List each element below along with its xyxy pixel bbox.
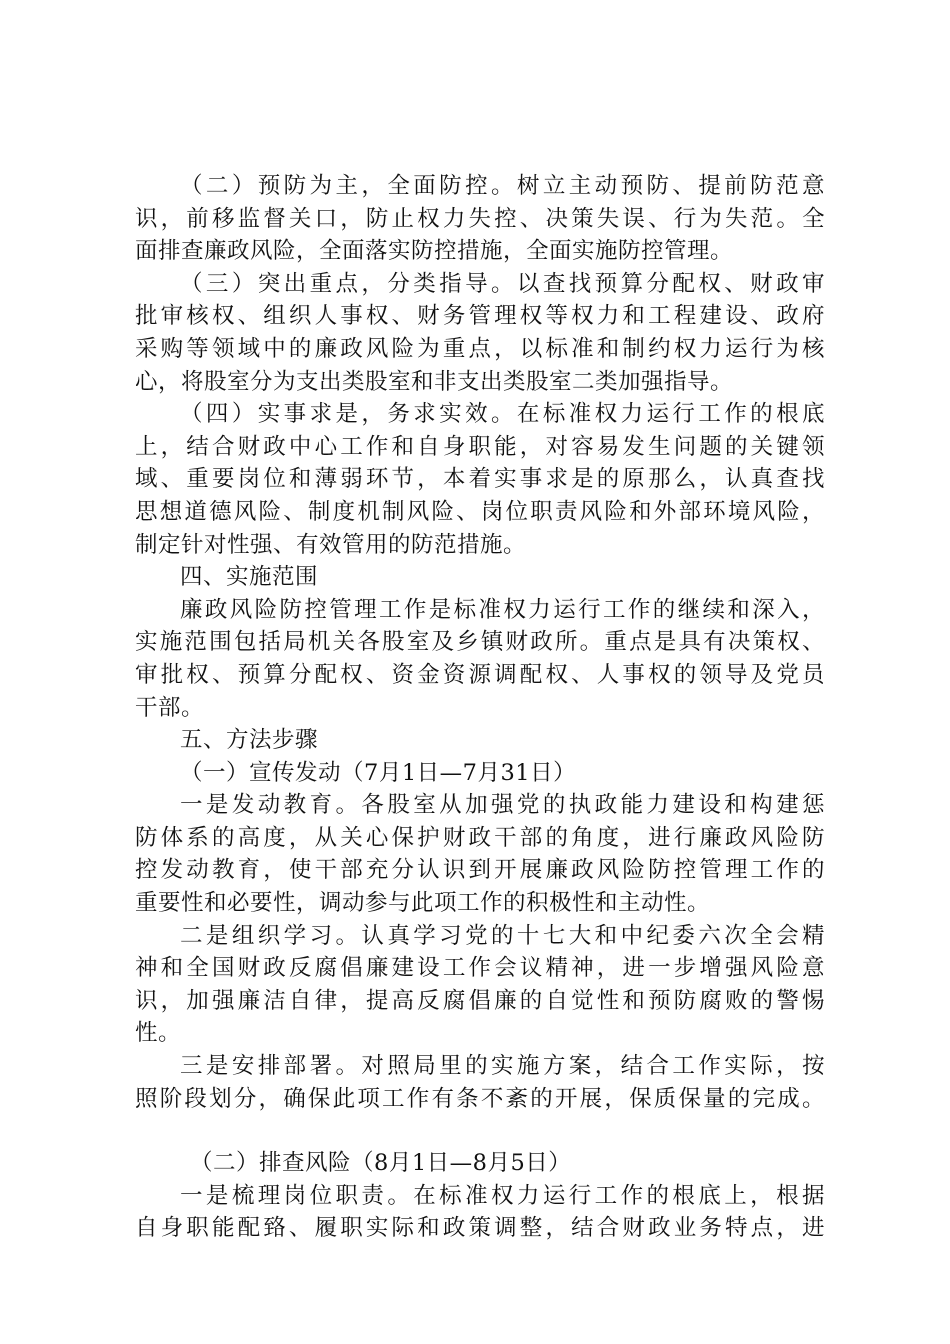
paragraph-line: 识，前移监督关口，防止权力失控、决策失误、行为失范。全: [135, 205, 825, 232]
paragraph-line: 防体系的高度，从关心保护财政干部的角度，进行廉政风险防: [135, 824, 825, 851]
section-heading: 五、方法步骤: [180, 727, 319, 754]
paragraph-line: 自身职能配臵、履职实际和政策调整，结合财政业务特点，进: [135, 1215, 825, 1242]
paragraph-line: 一是发动教育。各股室从加强党的执政能力建设和构建惩: [180, 792, 825, 819]
paragraph-line: 域、重要岗位和薄弱环节，本着实事求是的原那么，认真查找: [135, 466, 825, 493]
paragraph-line: （二）预防为主，全面防控。树立主动预防、提前防范意: [180, 173, 825, 199]
paragraph-line: 一是梳理岗位职责。在标准权力运行工作的根底上，根据: [180, 1182, 825, 1209]
paragraph-line: 制定针对性强、有效管用的防范措施。: [135, 531, 527, 558]
section-heading: 四、实施范围: [180, 564, 319, 591]
paragraph-line: 面排查廉政风险，全面落实防控措施，全面实施防控管理。: [135, 238, 734, 265]
paragraph-line: 神和全国财政反腐倡廉建设工作会议精神，进一步增强风险意: [135, 955, 825, 982]
paragraph-line: 控发动教育，使干部充分认识到开展廉政风险防控管理工作的: [135, 857, 825, 884]
paragraph-line: 上，结合财政中心工作和自身职能，对容易发生问题的关键领: [135, 433, 825, 460]
subsection-heading: （二）排查风险（8月1日—8月5日）: [190, 1150, 572, 1177]
paragraph-line: 二是组织学习。认真学习党的十七大和中纪委六次全会精: [180, 922, 825, 949]
paragraph-line: 识，加强廉洁自律，提高反腐倡廉的自觉性和预防腐败的警惕: [135, 987, 825, 1014]
paragraph-line: 性。: [135, 1020, 182, 1047]
paragraph-line: 干部。: [135, 694, 205, 721]
paragraph-line: 廉政风险防控管理工作是标准权力运行工作的继续和深入，: [180, 596, 825, 623]
subsection-heading: （一）宣传发动（7月1日—7月31日）: [180, 759, 577, 786]
paragraph-line: 照阶段划分，确保此项工作有条不紊的开展，保质保量的完成。: [135, 1085, 825, 1112]
paragraph-line: 重要性和必要性，调动参与此项工作的积极性和主动性。: [135, 890, 711, 917]
paragraph-line: 三是安排部署。对照局里的实施方案，结合工作实际，按: [180, 1053, 825, 1080]
paragraph-line: 心，将股室分为支出类股室和非支出类股室二类加强指导。: [135, 368, 734, 395]
paragraph-line: （四）实事求是，务求实效。在标准权力运行工作的根底: [180, 401, 825, 428]
paragraph-gap: [135, 1115, 825, 1147]
paragraph-line: 思想道德风险、制度机制风险、岗位职责风险和外部环境风险，: [135, 498, 825, 525]
paragraph-line: （三）突出重点，分类指导。以查找预算分配权、财政审: [180, 270, 825, 297]
paragraph-line: 批审核权、组织人事权、财务管理权等权力和工程建设、政府: [135, 303, 825, 330]
document-body: [135, 170, 825, 1245]
paragraph-line: 审批权、预算分配权、资金资源调配权、人事权的领导及党员: [135, 661, 825, 688]
paragraph-line: 实施范围包括局机关各股室及乡镇财政所。重点是具有决策权、: [135, 629, 825, 656]
paragraph-line: 采购等领域中的廉政风险为重点，以标准和制约权力运行为核: [135, 335, 825, 362]
